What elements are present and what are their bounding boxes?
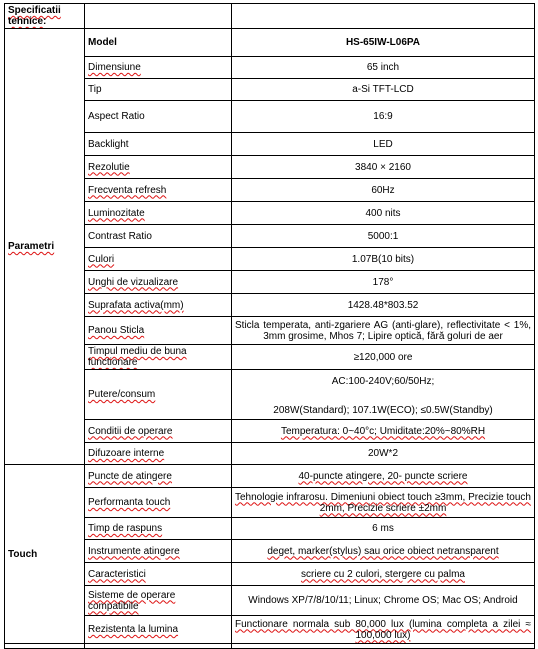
spec-value: Temperatura: 0~40°c; Umiditate:20%~80%RH: [232, 420, 535, 443]
spec-label: Panou Sticla: [85, 317, 232, 345]
spec-value: 6 ms: [232, 518, 535, 540]
spec-label: Conditii de operare: [85, 420, 232, 443]
spec-value: 3840 × 2160: [232, 156, 535, 179]
empty-cell: [232, 4, 535, 29]
spec-value: Tehnologie infrarosu. Dimeniuni obiect touch ≥3mm, Precizie touch 2mm, Precizie scriere ±2mm: [232, 488, 535, 518]
spec-label: Caracteristici: [85, 563, 232, 586]
spec-value: deget, marker(stylus) sau orice obiect netransparent: [232, 540, 535, 563]
spec-label: Difuzoare interne: [85, 443, 232, 465]
spec-label: Backlight: [85, 133, 232, 156]
spec-value: 60Hz: [232, 179, 535, 202]
spec-label: Suprafata activa(mm): [85, 294, 232, 317]
spec-value: 40-puncte atingere, 20- puncte scriere: [232, 465, 535, 488]
spec-value: 400 nits: [232, 202, 535, 225]
spec-label: Putere/consum: [85, 370, 232, 420]
empty-cell: [5, 644, 85, 649]
spec-label: Culori: [85, 248, 232, 271]
spec-label: Unghi de vizualizare: [85, 271, 232, 294]
spec-label: Performanta touch: [85, 488, 232, 518]
model-value: HS-65IW-L06PA: [232, 29, 535, 57]
spec-label: Instrumente atingere: [85, 540, 232, 563]
empty-cell: [85, 644, 232, 649]
spec-label: Puncte de atingere: [85, 465, 232, 488]
spec-value: 5000:1: [232, 225, 535, 248]
spec-label: Rezolutie: [85, 156, 232, 179]
spec-value: a-Si TFT-LCD: [232, 79, 535, 101]
spec-value: LED: [232, 133, 535, 156]
spec-value: Windows XP/7/8/10/11; Linux; Chrome OS; Mac OS; Android: [232, 586, 535, 616]
spec-label: Luminozitate: [85, 202, 232, 225]
spec-value: Sticla temperata, anti-zgariere AG (anti-glare), reflectivitate < 1%, 3mm grosime, Mhos 7; Lipire optică, fără goluri de aer: [232, 317, 535, 345]
spec-label: Contrast Ratio: [85, 225, 232, 248]
spec-label: Timpul mediu de buna functionare: [85, 345, 232, 370]
spec-label: Rezistenta la lumina: [85, 616, 232, 644]
model-label: Model: [85, 29, 232, 57]
empty-cell: [85, 4, 232, 29]
group-touch: Touch: [5, 465, 85, 644]
spec-value: Functionare normala sub 80,000 lux (lumina completa a zilei ≈ 100,000 lux): [232, 616, 535, 644]
power-line-2: 208W(Standard); 107.1W(ECO); ≤0.5W(Standby): [273, 404, 493, 416]
spec-value: 65 inch: [232, 57, 535, 79]
spec-value: ≥120,000 ore: [232, 345, 535, 370]
spec-value: 1.07B(10 bits): [232, 248, 535, 271]
spec-value: 16:9: [232, 101, 535, 133]
spec-value: 20W*2: [232, 443, 535, 465]
power-line-1: AC:100-240V;60/50Hz;: [331, 375, 435, 387]
spec-table: [4, 3, 535, 649]
spec-label: Frecventa refresh: [85, 179, 232, 202]
spec-value: 178°: [232, 271, 535, 294]
spec-header-label: Specificatii tehnice:: [8, 5, 61, 27]
spec-label: Sisteme de operare compatibile: [85, 586, 232, 616]
spec-label: Tip: [85, 79, 232, 101]
spec-label: Dimensiune: [85, 57, 232, 79]
empty-cell: [232, 644, 535, 649]
spec-label: Timp de raspuns: [85, 518, 232, 540]
spec-value: [232, 370, 535, 420]
spec-value: 1428.48*803.52: [232, 294, 535, 317]
spec-value: scriere cu 2 culori, stergere cu palma: [232, 563, 535, 586]
group-parametri: Parametri: [5, 29, 85, 465]
spec-header-cell: [5, 4, 85, 29]
spec-label: Aspect Ratio: [85, 101, 232, 133]
